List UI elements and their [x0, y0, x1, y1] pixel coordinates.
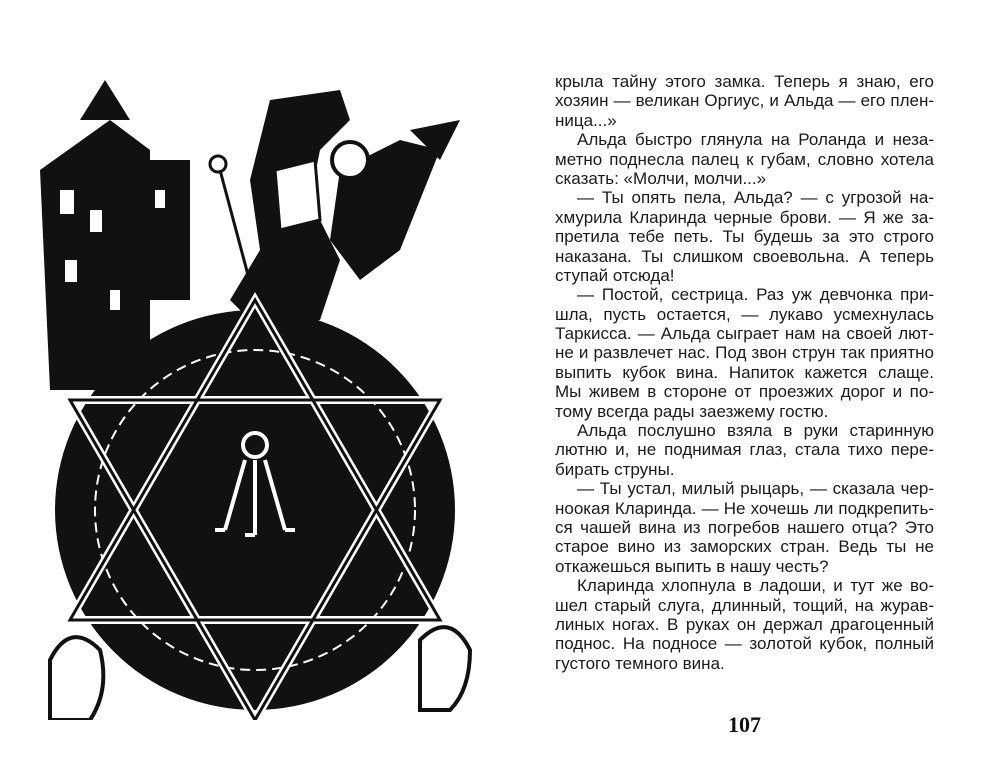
text-line: — Ты устал, милый рыцарь, — сказала чер- [577, 479, 934, 499]
text-line: Альда послушно взяла в руки старинную [577, 421, 934, 441]
text-line: крыла тайну этого замка. Теперь я знаю, его [555, 72, 934, 91]
dragon-right-drawing [420, 627, 470, 710]
text-line: поднос. На подносе — золотой кубок, полный [555, 634, 934, 654]
dragon-left-drawing [50, 637, 103, 720]
text-line: наказана. Ты слишком своевольна. А теперь [555, 246, 934, 266]
text-line: претила тебе петь. Ты будешь за это строго [555, 227, 934, 247]
text-line: бирать струны. [555, 459, 675, 479]
text-line: метно поднесла палец к губам, словно хотела [555, 149, 934, 169]
text-line: ся чашей вина из погребов нашего отца? Это [555, 517, 934, 537]
text-line: хмурила Кларинда черные брови. — Я же за- [555, 207, 934, 227]
text-line: лютню и, не поднимая глаз, стала тихо пере- [555, 440, 934, 460]
text-line: хозяин — великан Оргиус, и Альда — его плен- [555, 91, 934, 111]
text-line: — Постой, сестрица. Раз уж девчонка при- [577, 285, 934, 305]
figures-drawing [210, 90, 460, 330]
text-line: не и развлечет нас. Под звон струн так приятно [555, 343, 934, 363]
text-line: тому всегда рады заезжему гостю. [555, 401, 829, 421]
text-line: откажешься выпить в нашу честь? [555, 556, 829, 576]
text-line: Кларинда хлопнула в ладоши, и тут же во- [577, 576, 934, 596]
illustration-star-circle-keys [20, 60, 480, 720]
text-line: ноокая Кларинда. — Не хочешь ли подкрепить- [555, 498, 934, 518]
text-line: шла, пусть остается, — лукаво усмехнулась [555, 304, 934, 324]
text-line: ница...» [555, 110, 617, 130]
text-line: густого темного вина. [555, 653, 725, 673]
text-line: ступай отсюда! [555, 265, 675, 285]
text-line: шел старый слуга, длинный, тощий, на журав- [555, 595, 934, 615]
text-line: Таркисса. — Альда сыграет нам на своей лют- [555, 324, 934, 344]
text-line: — Ты опять пела, Альда? — с угрозой на- [577, 188, 934, 208]
text-line: старое вино из заморских стран. Ведь ты не [555, 537, 934, 557]
page-number: 107 [728, 712, 761, 737]
text-line: сказать: «Молчи, молчи...» [555, 168, 767, 188]
text-line: линых ногах. В руках он держал драгоценный [555, 614, 934, 634]
text-line: выпить кубок вина. Напиток кажется слаще. [555, 362, 934, 382]
page-text [555, 72, 934, 673]
text-line: Мы живем в стороне от проезжих дорог и по- [555, 382, 934, 402]
text-line: Альда быстро глянула на Роланда и неза- [577, 130, 934, 150]
